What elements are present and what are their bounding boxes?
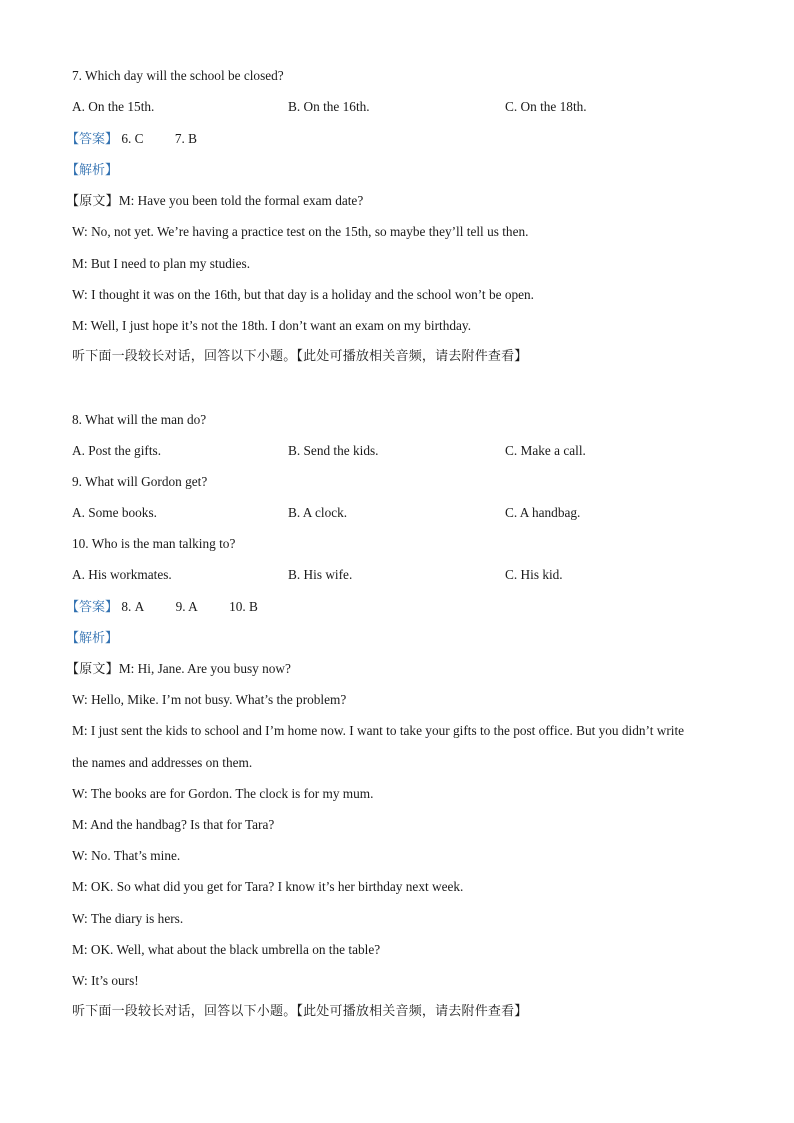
transcript-tag: 【原文】: [66, 194, 119, 209]
transcript-line: M: OK. Well, what about the black umbrella on the table?: [72, 942, 381, 957]
section-instruction: 听下面一段较长对话，回答以下小题。【此处可播放相关音频，请去附件查看】: [72, 349, 528, 364]
transcript-line: W: No. That’s mine.: [72, 848, 181, 863]
answer-item: 8. A: [121, 599, 145, 614]
analysis-line-1: [66, 162, 118, 179]
transcript-line: M: I just sent the kids to school and I’m home now. I want to take your gifts to the post office. But you didn’t write: [72, 723, 685, 738]
transcript-line: M: OK. So what did you get for Tara? I know it’s her birthday next week.: [72, 879, 464, 894]
q7-option-a: A. On the 15th.: [72, 99, 155, 114]
transcript-line: M: And the handbag? Is that for Tara?: [72, 817, 275, 832]
q7-option-c: C. On the 18th.: [505, 99, 587, 114]
answer-item: 10. B: [229, 599, 258, 614]
q9-option-a: A. Some books.: [72, 505, 157, 520]
q8-option-b: B. Send the kids.: [288, 443, 379, 458]
q9-option-c: C. A handbag.: [505, 505, 581, 520]
section-instruction: 听下面一段较长对话，回答以下小题。【此处可播放相关音频，请去附件查看】: [72, 1004, 528, 1019]
q10-option-c: C. His kid.: [505, 567, 563, 582]
q7-option-b: B. On the 16th.: [288, 99, 370, 114]
transcript-line: W: Hello, Mike. I’m not busy. What’s the problem?: [72, 692, 347, 707]
transcript-line: M: But I need to plan my studies.: [72, 256, 251, 271]
q9-option-b: B. A clock.: [288, 505, 348, 520]
transcript-line: W: It’s ours!: [72, 973, 139, 988]
q10-option-b: B. His wife.: [288, 567, 353, 582]
answer-line-1: [66, 131, 197, 148]
answer-tag: 【答案】: [66, 600, 119, 615]
answer-tag: 【答案】: [66, 132, 119, 147]
q8-option-c: C. Make a call.: [505, 443, 586, 458]
transcript-line: 【原文】M: Hi, Jane. Are you busy now?: [66, 661, 291, 677]
q10-option-a: A. His workmates.: [72, 567, 172, 582]
answer-item: 9. A: [175, 599, 198, 614]
q8-option-a: A. Post the gifts.: [72, 443, 162, 458]
analysis-tag: 【解析】: [66, 631, 119, 646]
transcript-line: M: Well, I just hope it’s not the 18th. I don’t want an exam on my birthday.: [72, 318, 472, 333]
transcript-tag: 【原文】: [66, 662, 119, 677]
question-9: 9. What will Gordon get?: [72, 474, 208, 489]
question-10: 10. Who is the man talking to?: [72, 536, 236, 551]
transcript-line: 【原文】M: Have you been told the formal exam date?: [66, 193, 364, 209]
analysis-tag: 【解析】: [66, 163, 119, 178]
transcript-line: the names and addresses on them.: [72, 755, 253, 770]
transcript-line: W: The books are for Gordon. The clock is for my mum.: [72, 786, 374, 801]
answer-item: 6. C: [121, 131, 144, 146]
transcript-line: W: I thought it was on the 16th, but that day is a holiday and the school won’t be open.: [72, 287, 534, 302]
answer-line-2: [66, 599, 258, 616]
answer-item: 7. B: [174, 131, 198, 146]
question-7: 7. Which day will the school be closed?: [72, 68, 284, 83]
question-8: 8. What will the man do?: [72, 412, 207, 427]
analysis-line-2: [66, 630, 118, 647]
transcript-line: W: No, not yet. We’re having a practice test on the 15th, so maybe they’ll tell us then.: [72, 224, 529, 239]
transcript-line: W: The diary is hers.: [72, 911, 184, 926]
